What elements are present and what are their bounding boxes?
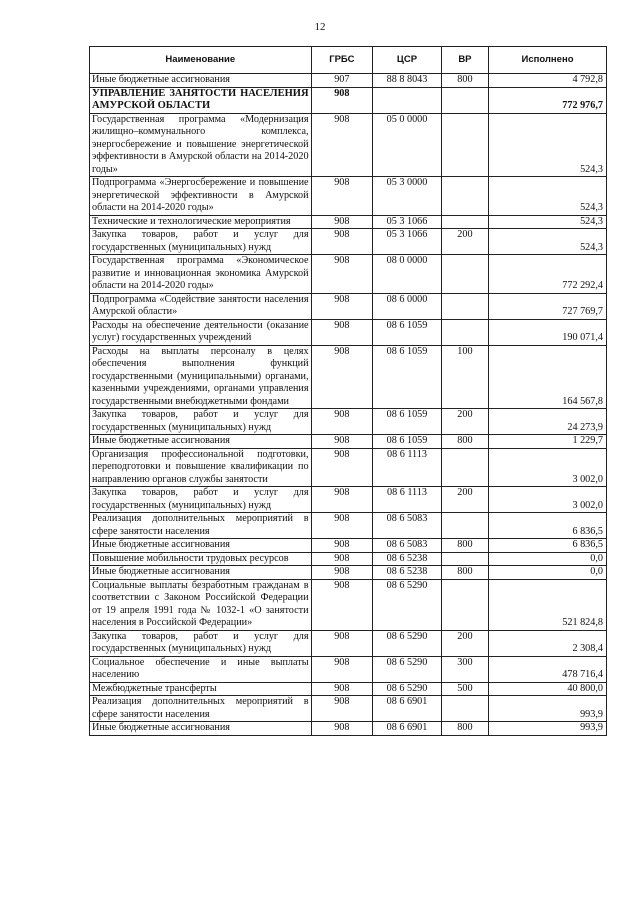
table-row xyxy=(90,409,607,435)
row-grbs: 908 xyxy=(311,177,373,216)
row-vr xyxy=(441,513,488,539)
row-exec: 521 824,8 xyxy=(489,579,607,630)
table-row xyxy=(90,345,607,409)
row-vr xyxy=(441,319,488,345)
table-row xyxy=(90,552,607,566)
row-name: Закупка товаров, работ и услуг для государственных (муниципальных) нужд xyxy=(90,630,312,656)
header-name: Наименование xyxy=(90,47,312,74)
row-csr: 08 0 0000 xyxy=(373,255,442,294)
budget-table xyxy=(89,46,607,736)
row-name: Организация профессиональной подготовки, переподготовки и повышение квалификации по направлению органов службы занятости xyxy=(90,448,312,487)
row-name: УПРАВЛЕНИЕ ЗАНЯТОСТИ НАСЕЛЕНИЯ АМУРСКОЙ ОБЛАСТИ xyxy=(90,87,312,113)
row-csr: 08 6 5290 xyxy=(373,682,442,696)
row-grbs: 908 xyxy=(311,409,373,435)
row-vr: 500 xyxy=(441,682,488,696)
row-csr: 08 6 1059 xyxy=(373,319,442,345)
table-row xyxy=(90,255,607,294)
row-csr: 08 6 5083 xyxy=(373,539,442,553)
row-exec: 772 292,4 xyxy=(489,255,607,294)
row-name: Технические и технологические мероприятия xyxy=(90,215,312,229)
row-name: Иные бюджетные ассигнования xyxy=(90,74,312,88)
table-row xyxy=(90,630,607,656)
row-csr: 08 6 1059 xyxy=(373,409,442,435)
row-grbs: 908 xyxy=(311,539,373,553)
row-csr xyxy=(373,87,442,113)
row-csr: 08 6 6901 xyxy=(373,722,442,736)
row-vr xyxy=(441,87,488,113)
row-name: Государственная программа «Модернизация жилищно–коммунального комплекса, энергосбережение и повышение энергетической эффективности в Амурской области на 2014-2020 годы» xyxy=(90,113,312,177)
row-exec: 0,0 xyxy=(489,552,607,566)
row-csr: 05 0 0000 xyxy=(373,113,442,177)
row-grbs: 908 xyxy=(311,435,373,449)
row-exec: 24 273,9 xyxy=(489,409,607,435)
row-vr: 800 xyxy=(441,74,488,88)
row-exec: 727 769,7 xyxy=(489,293,607,319)
row-exec: 524,3 xyxy=(489,215,607,229)
table-row xyxy=(90,696,607,722)
row-vr xyxy=(441,215,488,229)
row-grbs: 908 xyxy=(311,113,373,177)
row-exec: 164 567,8 xyxy=(489,345,607,409)
row-exec: 524,3 xyxy=(489,113,607,177)
header-grbs: ГРБС xyxy=(311,47,373,74)
row-vr: 200 xyxy=(441,229,488,255)
row-name: Иные бюджетные ассигнования xyxy=(90,566,312,580)
row-exec: 40 800,0 xyxy=(489,682,607,696)
row-grbs: 908 xyxy=(311,345,373,409)
row-exec: 3 002,0 xyxy=(489,448,607,487)
row-csr: 08 6 5238 xyxy=(373,552,442,566)
row-exec: 3 002,0 xyxy=(489,487,607,513)
table-row xyxy=(90,293,607,319)
row-grbs: 908 xyxy=(311,319,373,345)
row-name: Иные бюджетные ассигнования xyxy=(90,539,312,553)
table-row xyxy=(90,579,607,630)
row-name: Социальные выплаты безработным гражданам в соответствии с Законом Российской Федерации от 19 апреля 1991 года № 1032-1 «О занятости населения в Российской Федерации» xyxy=(90,579,312,630)
table-row xyxy=(90,435,607,449)
row-grbs: 908 xyxy=(311,722,373,736)
header-vr: ВР xyxy=(441,47,488,74)
row-vr xyxy=(441,293,488,319)
row-name: Межбюджетные трансферты xyxy=(90,682,312,696)
row-grbs: 908 xyxy=(311,293,373,319)
table-row xyxy=(90,229,607,255)
row-name: Государственная программа «Экономическое развитие и инновационная экономика Амурской области на 2014-2020 годы» xyxy=(90,255,312,294)
row-name: Социальное обеспечение и иные выплаты населению xyxy=(90,656,312,682)
row-grbs: 908 xyxy=(311,696,373,722)
table-header-row xyxy=(90,47,607,74)
header-exec: Исполнено xyxy=(489,47,607,74)
row-name: Иные бюджетные ассигнования xyxy=(90,722,312,736)
row-grbs: 907 xyxy=(311,74,373,88)
row-exec: 1 229,7 xyxy=(489,435,607,449)
row-csr: 08 6 0000 xyxy=(373,293,442,319)
row-exec: 478 716,4 xyxy=(489,656,607,682)
row-exec: 0,0 xyxy=(489,566,607,580)
row-name: Расходы на выплаты персоналу в целях обеспечения выполнения функций государственными (муниципальными) органами, казенными учреждениями, органами управления государственными внебюджетными фондами xyxy=(90,345,312,409)
table-row xyxy=(90,177,607,216)
row-exec: 524,3 xyxy=(489,229,607,255)
row-name: Закупка товаров, работ и услуг для государственных (муниципальных) нужд xyxy=(90,487,312,513)
row-grbs: 908 xyxy=(311,87,373,113)
row-exec: 190 071,4 xyxy=(489,319,607,345)
row-csr: 05 3 0000 xyxy=(373,177,442,216)
row-vr: 800 xyxy=(441,722,488,736)
row-csr: 08 6 5238 xyxy=(373,566,442,580)
row-grbs: 908 xyxy=(311,552,373,566)
row-grbs: 908 xyxy=(311,487,373,513)
row-grbs: 908 xyxy=(311,630,373,656)
row-exec: 524,3 xyxy=(489,177,607,216)
table-row xyxy=(90,113,607,177)
row-vr: 200 xyxy=(441,630,488,656)
row-name: Реализация дополнительных мероприятий в сфере занятости населения xyxy=(90,696,312,722)
row-vr xyxy=(441,696,488,722)
table-row xyxy=(90,448,607,487)
table-row xyxy=(90,566,607,580)
row-csr: 08 6 6901 xyxy=(373,696,442,722)
row-exec: 6 836,5 xyxy=(489,539,607,553)
row-name: Повышение мобильности трудовых ресурсов xyxy=(90,552,312,566)
row-grbs: 908 xyxy=(311,255,373,294)
row-exec: 993,9 xyxy=(489,722,607,736)
row-vr: 800 xyxy=(441,435,488,449)
table-row xyxy=(90,656,607,682)
row-vr: 800 xyxy=(441,539,488,553)
table-row xyxy=(90,513,607,539)
row-csr: 08 6 1113 xyxy=(373,487,442,513)
row-vr: 200 xyxy=(441,409,488,435)
row-vr xyxy=(441,177,488,216)
row-csr: 88 8 8043 xyxy=(373,74,442,88)
row-exec: 993,9 xyxy=(489,696,607,722)
row-grbs: 908 xyxy=(311,448,373,487)
table-row xyxy=(90,539,607,553)
row-name: Расходы на обеспечение деятельности (оказание услуг) государственных учреждений xyxy=(90,319,312,345)
row-name: Закупка товаров, работ и услуг для государственных (муниципальных) нужд xyxy=(90,229,312,255)
row-csr: 05 3 1066 xyxy=(373,229,442,255)
row-csr: 08 6 1113 xyxy=(373,448,442,487)
header-csr: ЦСР xyxy=(373,47,442,74)
row-vr xyxy=(441,552,488,566)
row-exec: 772 976,7 xyxy=(489,87,607,113)
row-vr: 200 xyxy=(441,487,488,513)
row-exec: 6 836,5 xyxy=(489,513,607,539)
row-grbs: 908 xyxy=(311,513,373,539)
row-grbs: 908 xyxy=(311,682,373,696)
row-exec: 2 308,4 xyxy=(489,630,607,656)
row-name: Подпрограмма «Энергосбережение и повышение энергетической эффективности в Амурской области на 2014-2020 годы» xyxy=(90,177,312,216)
table-row xyxy=(90,319,607,345)
row-vr: 800 xyxy=(441,566,488,580)
row-name: Закупка товаров, работ и услуг для государственных (муниципальных) нужд xyxy=(90,409,312,435)
row-csr: 08 6 5290 xyxy=(373,630,442,656)
row-vr: 100 xyxy=(441,345,488,409)
row-name: Подпрограмма «Содействие занятости населения Амурской области» xyxy=(90,293,312,319)
row-csr: 08 6 5083 xyxy=(373,513,442,539)
row-csr: 08 6 1059 xyxy=(373,345,442,409)
table-row xyxy=(90,87,607,113)
page-number: 12 xyxy=(314,21,326,33)
row-grbs: 908 xyxy=(311,656,373,682)
table-row xyxy=(90,487,607,513)
row-csr: 05 3 1066 xyxy=(373,215,442,229)
row-grbs: 908 xyxy=(311,579,373,630)
row-name: Реализация дополнительных мероприятий в сфере занятости населения xyxy=(90,513,312,539)
row-grbs: 908 xyxy=(311,215,373,229)
table-row xyxy=(90,215,607,229)
table-row xyxy=(90,74,607,88)
row-csr: 08 6 1059 xyxy=(373,435,442,449)
row-vr: 300 xyxy=(441,656,488,682)
row-csr: 08 6 5290 xyxy=(373,656,442,682)
row-grbs: 908 xyxy=(311,229,373,255)
table-row xyxy=(90,682,607,696)
row-name: Иные бюджетные ассигнования xyxy=(90,435,312,449)
row-vr xyxy=(441,113,488,177)
row-csr: 08 6 5290 xyxy=(373,579,442,630)
row-vr xyxy=(441,448,488,487)
row-exec: 4 792,8 xyxy=(489,74,607,88)
row-vr xyxy=(441,579,488,630)
row-grbs: 908 xyxy=(311,566,373,580)
row-vr xyxy=(441,255,488,294)
table-row xyxy=(90,722,607,736)
